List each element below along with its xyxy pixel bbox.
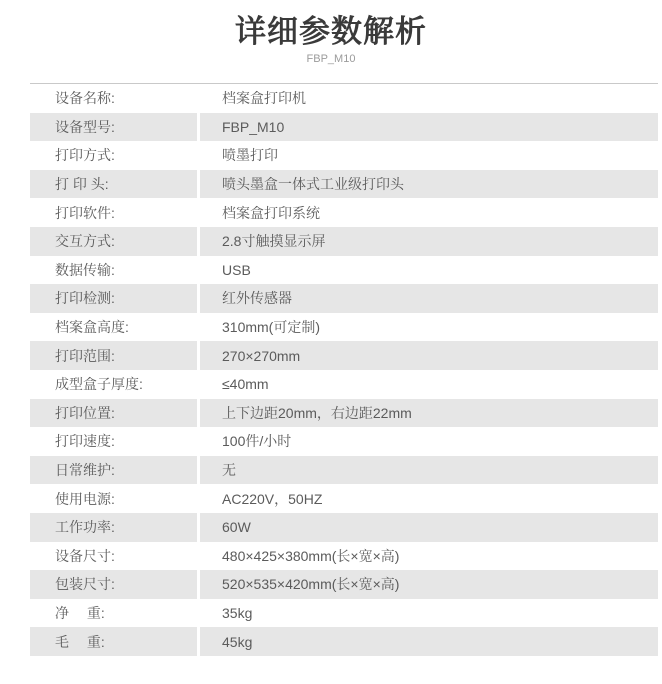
spec-row — [30, 427, 658, 456]
spec-value: 喷墨打印 — [200, 141, 658, 170]
spec-value: 60W — [200, 513, 658, 542]
spec-row — [30, 484, 658, 513]
spec-label: 毛 重: — [30, 627, 197, 656]
spec-value: 45kg — [200, 627, 658, 656]
spec-row — [30, 599, 658, 628]
spec-row — [30, 542, 658, 571]
spec-row — [30, 284, 658, 313]
spec-row — [30, 341, 658, 370]
spec-row — [30, 113, 658, 142]
spec-value: USB — [200, 256, 658, 285]
spec-row — [30, 227, 658, 256]
spec-label: 档案盒高度: — [30, 313, 197, 342]
spec-value: 喷头墨盒一体式工业级打印头 — [200, 170, 658, 199]
spec-row — [30, 84, 658, 113]
spec-row — [30, 513, 658, 542]
spec-label: 打印软件: — [30, 198, 197, 227]
spec-value: 2.8寸触摸显示屏 — [200, 227, 658, 256]
spec-row — [30, 313, 658, 342]
spec-label: 设备尺寸: — [30, 542, 197, 571]
spec-value: 100件/小时 — [200, 427, 658, 456]
spec-value: 270×270mm — [200, 341, 658, 370]
spec-value: 310mm(可定制) — [200, 313, 658, 342]
spec-label: 打 印 头: — [30, 170, 197, 199]
spec-value: 上下边距20mm，右边距22mm — [200, 399, 658, 428]
spec-label: 工作功率: — [30, 513, 197, 542]
spec-value: 520×535×420mm(长×宽×高) — [200, 570, 658, 599]
spec-row — [30, 141, 658, 170]
spec-value: ≤40mm — [200, 370, 658, 399]
spec-value: AC220V，50HZ — [200, 484, 658, 513]
page-title: 详细参数解析 — [235, 14, 427, 49]
spec-table — [30, 83, 658, 656]
spec-row — [30, 198, 658, 227]
spec-label: 交互方式: — [30, 227, 197, 256]
spec-row — [30, 570, 658, 599]
spec-row — [30, 370, 658, 399]
spec-row — [30, 256, 658, 285]
spec-label: 使用电源: — [30, 484, 197, 513]
spec-label: 包装尺寸: — [30, 570, 197, 599]
spec-row — [30, 170, 658, 199]
spec-label: 打印方式: — [30, 141, 197, 170]
spec-value: 35kg — [200, 599, 658, 628]
spec-label: 打印位置: — [30, 399, 197, 428]
spec-label: 打印检测: — [30, 284, 197, 313]
spec-label: 设备名称: — [30, 84, 197, 113]
spec-label: 设备型号: — [30, 113, 197, 142]
header — [0, 0, 662, 66]
page-subtitle: FBP_M10 — [306, 53, 356, 65]
spec-label: 净 重: — [30, 599, 197, 628]
spec-row — [30, 627, 658, 656]
spec-label: 日常维护: — [30, 456, 197, 485]
spec-value: 无 — [200, 456, 658, 485]
spec-label: 打印速度: — [30, 427, 197, 456]
spec-label: 成型盒子厚度: — [30, 370, 197, 399]
spec-value: 档案盒打印系统 — [200, 198, 658, 227]
spec-row — [30, 399, 658, 428]
spec-value: 480×425×380mm(长×宽×高) — [200, 542, 658, 571]
spec-label: 数据传输: — [30, 256, 197, 285]
spec-value: 红外传感器 — [200, 284, 658, 313]
spec-value: FBP_M10 — [200, 113, 658, 142]
spec-label: 打印范围: — [30, 341, 197, 370]
spec-row — [30, 456, 658, 485]
spec-value: 档案盒打印机 — [200, 84, 658, 113]
